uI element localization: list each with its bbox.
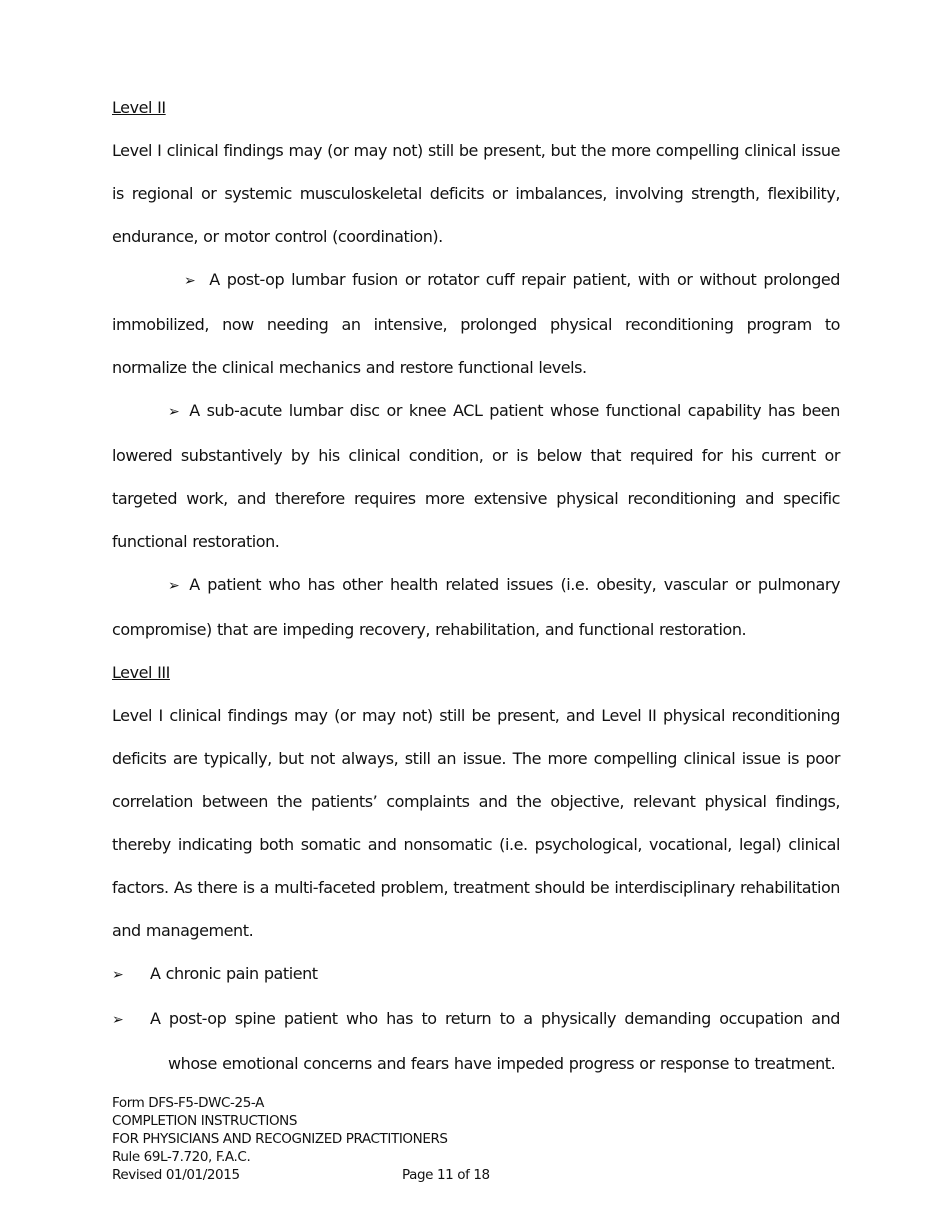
footer-last-line	[112, 1166, 812, 1184]
page-footer	[112, 1094, 812, 1184]
level-3-heading: Level III	[112, 663, 170, 682]
footer-form-number: Form DFS-F5-DWC-25-A	[112, 1095, 264, 1111]
footer-page-number: Page 11 of 18	[402, 1167, 490, 1183]
arrow-bullet-icon: ➢	[184, 273, 196, 289]
level-3-intro: Level I clinical findings may (or may not) still be present, and Level II physical reconditioning deficits are typically, but not always, still an issue. The more compelling clinical issue is poor correlation between the patients’ complaints and the objective, relevant physical findings, thereby indicating both somatic and nonsomatic (i.e. psychological, vocational, legal) clinical factors. As there is a multi-faceted problem, treatment should be interdisciplinary rehabilitation and management.	[112, 706, 840, 940]
level-2-bullet	[112, 389, 840, 563]
bullet-text: A sub-acute lumbar disc or knee ACL patient whose functional capability has been lowered substantively by his clinical condition, or is below that required for his current or targeted work, and therefore requires more extensive physical reconditioning and specific functional restoration.	[112, 401, 840, 551]
bullet-text: A post-op spine patient who has to return to a physically demanding occupation and whose emotional concerns and fears have impeded progress or response to treatment.	[150, 1009, 840, 1073]
arrow-bullet-icon: ➢	[168, 578, 180, 594]
bullet-text: A chronic pain patient	[150, 964, 318, 983]
level-2-heading: Level II	[112, 98, 166, 117]
bullet-text: A post-op lumbar fusion or rotator cuff repair patient, with or without prolonged immobilized, now needing an intensive, prolonged physical reconditioning program to normalize the clinical mechanics and restore functional levels.	[112, 270, 840, 377]
level-3-bullet: ➢ A post-op spine patient who has to return to a physically demanding occupation and whose emotional concerns and fears have impeded progress or response to treatment.	[112, 1009, 840, 1073]
footer-title-line-1: COMPLETION INSTRUCTIONS	[112, 1113, 298, 1129]
footer-title-line-2: FOR PHYSICIANS AND RECOGNIZED PRACTITIONERS	[112, 1131, 448, 1147]
page-body	[112, 86, 840, 1085]
level-2-bullet	[112, 258, 840, 389]
footer-rule: Rule 69L-7.720, F.A.C.	[112, 1149, 251, 1165]
level-2-bullet	[112, 563, 840, 651]
level-2-heading-row	[112, 86, 840, 129]
arrow-bullet-icon: ➢	[168, 404, 180, 420]
bullet-text: A patient who has other health related issues (i.e. obesity, vascular or pulmonary compromise) that are impeding recovery, rehabilitation, and functional restoration.	[112, 575, 840, 639]
level-3-heading-row	[112, 651, 840, 694]
level-3-bullet: ➢ A chronic pain patient	[112, 964, 318, 983]
level-2-intro: Level I clinical findings may (or may not) still be present, but the more compelling clinical issue is regional or systemic musculoskeletal deficits or imbalances, involving strength, flexibility, endurance, or motor control (coordination).	[112, 141, 840, 246]
footer-revised-date: Revised 01/01/2015	[112, 1167, 240, 1183]
